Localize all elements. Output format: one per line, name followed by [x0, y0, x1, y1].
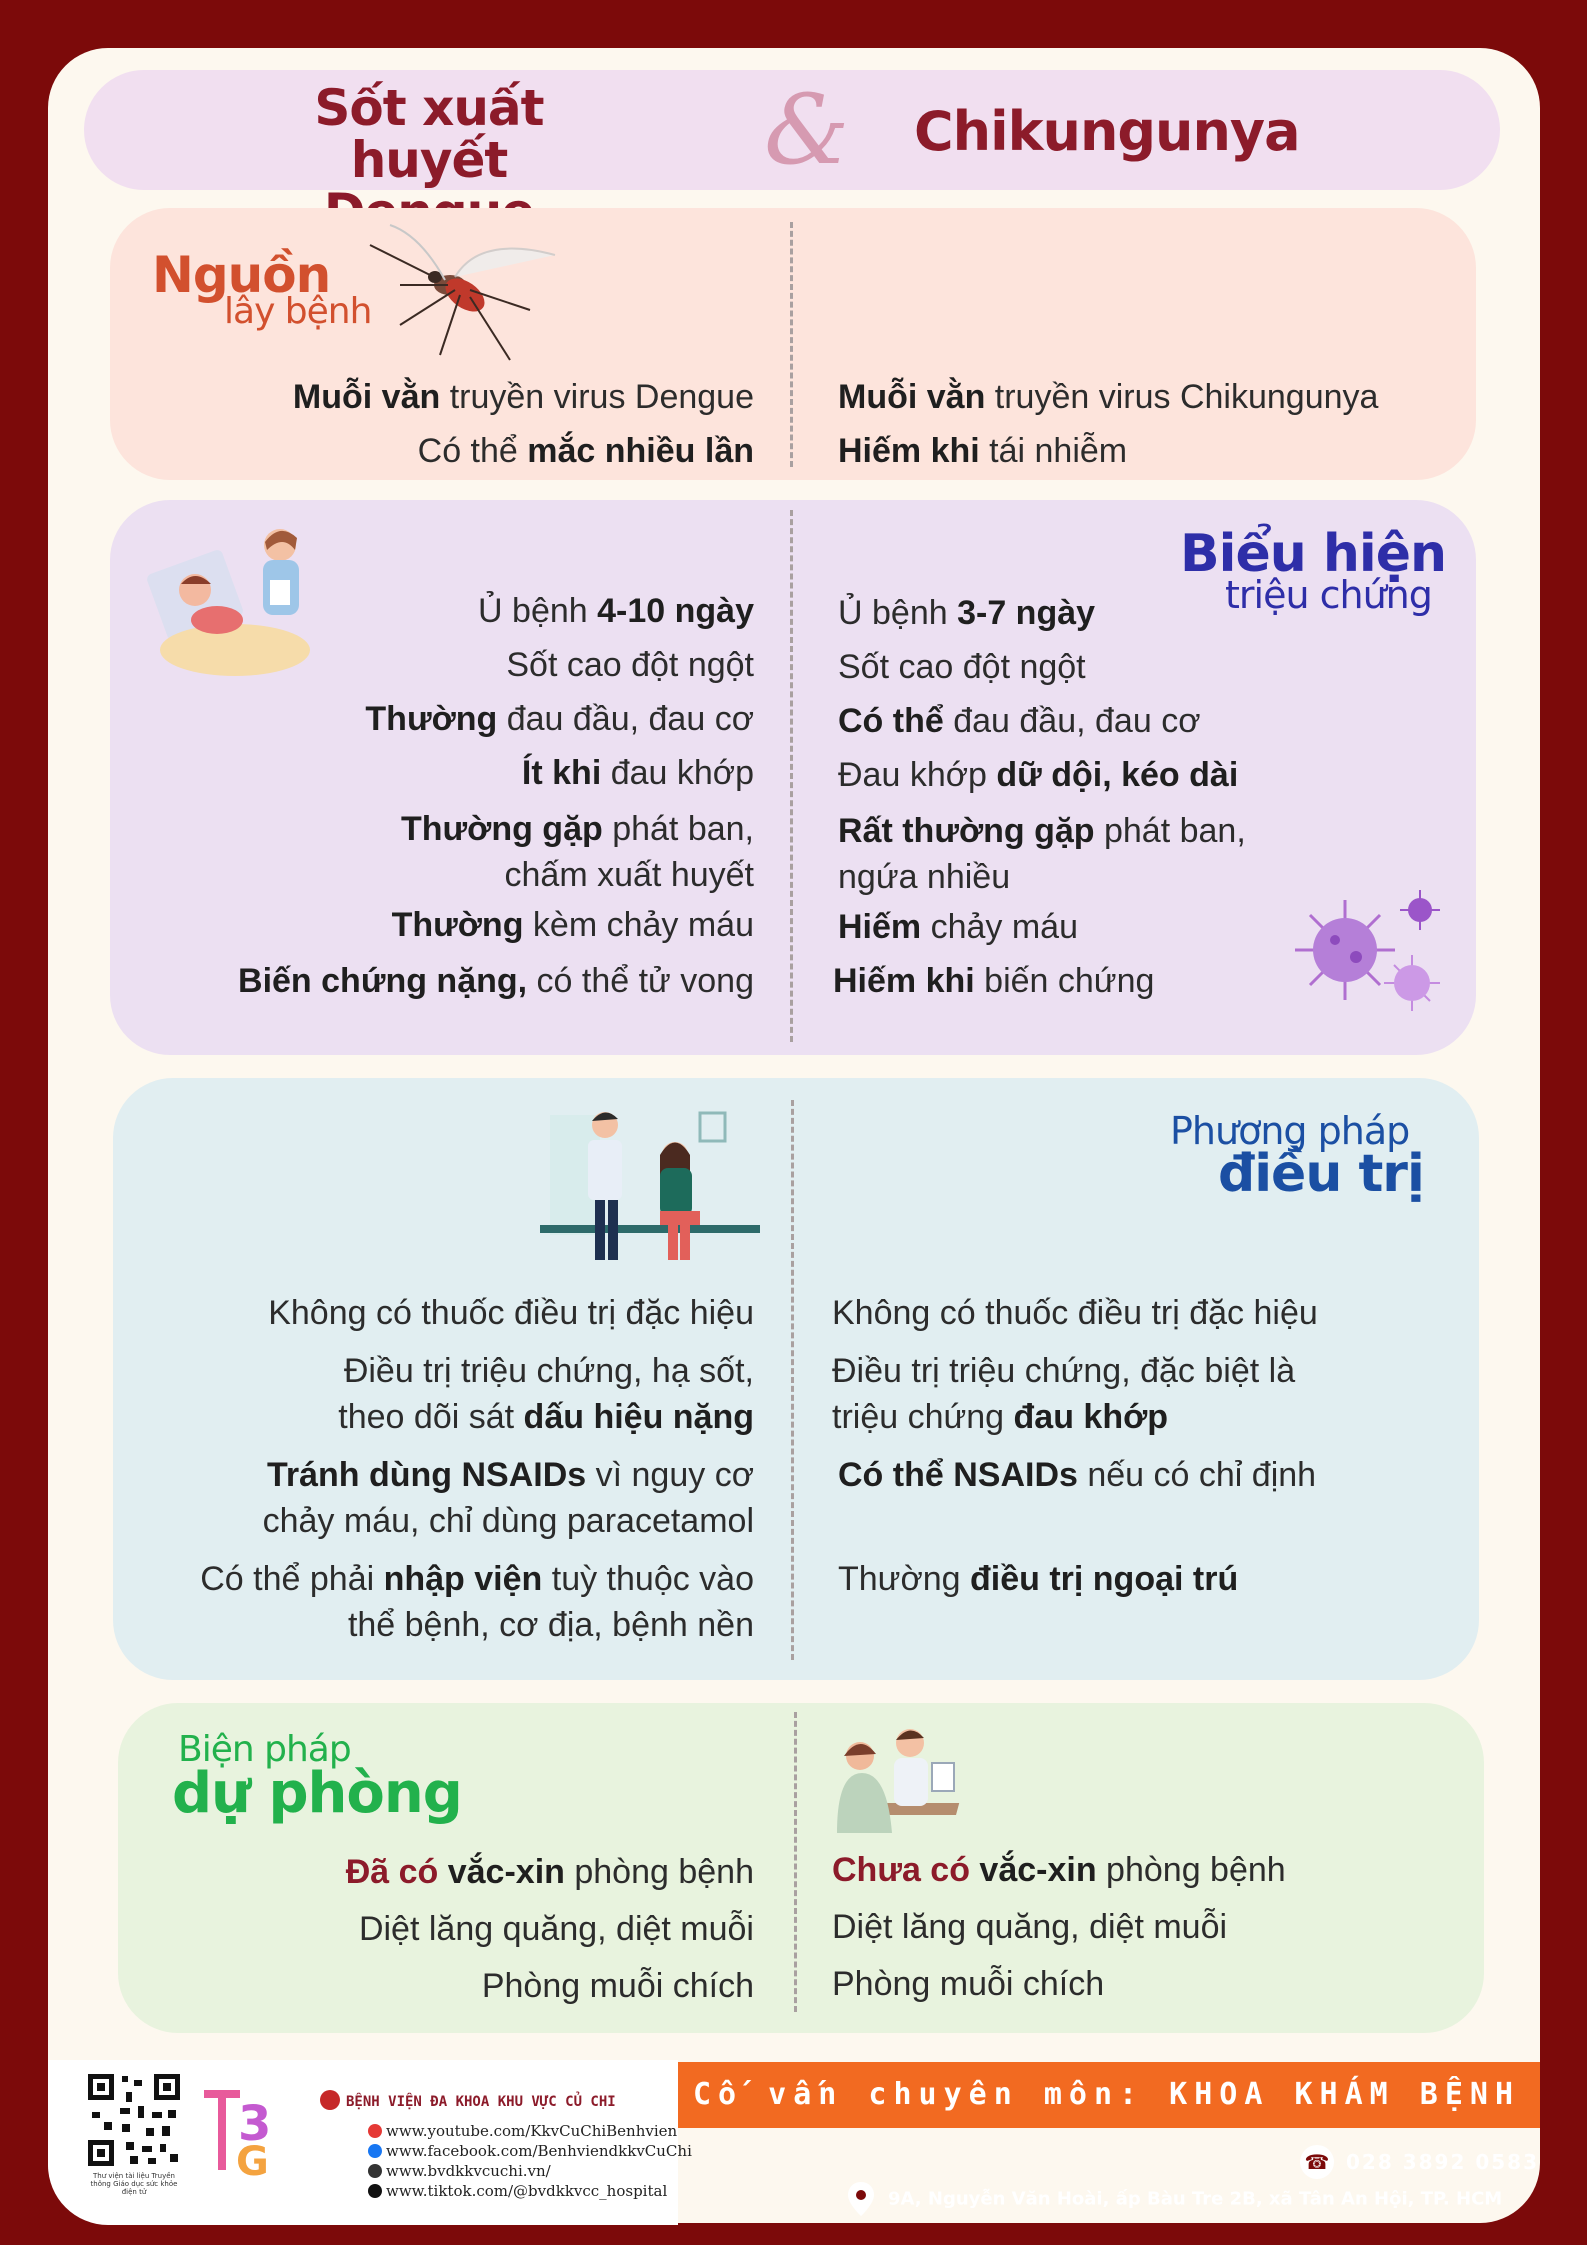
item-text: Không có thuốc điều trị đặc hiệu [832, 1294, 1318, 1332]
list-item [838, 748, 1438, 802]
source-title-line2: lây bệnh [224, 291, 372, 332]
treatment-title [1170, 1109, 1424, 1204]
treatment-title-line2: điều trị [1218, 1144, 1424, 1204]
source-dengue-list [150, 370, 754, 478]
list-item [150, 692, 754, 746]
consultant-banner [678, 2062, 1540, 2128]
facebook-text: www.facebook.com/BenhviendkkvCuChi [386, 2142, 692, 2160]
list-item [120, 1394, 754, 1440]
item-text: Thường [838, 1560, 970, 1598]
tiktok-icon [368, 2184, 382, 2198]
item-bold: 4-10 ngày [597, 592, 754, 630]
facebook-link[interactable] [368, 2142, 692, 2160]
hospital-name [320, 2090, 616, 2110]
item-bold: Rất thường gặp [838, 812, 1095, 850]
header-banner [84, 70, 1500, 190]
item-bold: Có thể NSAIDs [838, 1456, 1078, 1494]
doctor-patient-icon [832, 1718, 1002, 1833]
item-text: Sốt cao đột ngột [838, 648, 1086, 686]
item-text: Có thể phải [200, 1560, 384, 1598]
t3g-logo [196, 2080, 286, 2180]
item-bold: Biến chứng nặng, [238, 962, 528, 1000]
item-text: Có thể [417, 432, 528, 470]
item-bold: Hiếm [838, 908, 922, 946]
item-text: triệu chứng [832, 1398, 1014, 1436]
symptoms-dengue-list [150, 584, 754, 1008]
list-item [150, 638, 754, 692]
item-text: Đau khớp [838, 756, 997, 794]
item-bold: nhập viện [383, 1560, 543, 1598]
tiktok-text: www.tiktok.com/@bvdkkvcc_hospital [386, 2182, 668, 2200]
item-text: Điều trị triệu chứng, hạ sốt, [343, 1352, 754, 1390]
item-bold: dữ dội, kéo dài [996, 756, 1239, 794]
item-bold: 3-7 ngày [957, 594, 1096, 632]
treatment-chik-list [832, 1290, 1452, 1602]
list-item [832, 1348, 1452, 1394]
item-text: Phòng muỗi chích [832, 1965, 1105, 2003]
list-item [832, 1394, 1452, 1440]
item-text: truyền virus Chikungunya [985, 378, 1379, 416]
list-item [150, 852, 754, 898]
item-text: Không có thuốc điều trị đặc hiệu [268, 1294, 754, 1332]
symptoms-title-line1: Biểu hiện [1180, 524, 1446, 584]
item-text: chảy máu, chỉ dùng paracetamol [262, 1502, 754, 1540]
list-item [838, 424, 1458, 478]
phone-icon: ☎ [1300, 2145, 1334, 2179]
item-bold: mắc nhiều lần [527, 432, 754, 470]
prevention-title-line1: Biện pháp [178, 1729, 351, 1770]
phone-line[interactable] [1300, 2145, 1539, 2179]
item-text: Điều trị triệu chứng, đặc biệt là [832, 1352, 1296, 1390]
list-item [838, 640, 1438, 694]
item-bold: Thường [365, 700, 498, 738]
item-text: tái nhiễm [979, 432, 1128, 470]
list-item [832, 1956, 1452, 2013]
item-bold: vắc-xin [438, 1853, 565, 1891]
treatment-title-line1: Phương pháp [1170, 1109, 1410, 1153]
item-text: chấm xuất huyết [504, 856, 754, 894]
list-item [150, 370, 754, 424]
item-text: Ủ bệnh [478, 592, 598, 630]
website-text: www.bvdkkvcuchi.vn/ [386, 2162, 551, 2180]
item-text: phòng bệnh [1096, 1851, 1286, 1889]
list-item [120, 1556, 754, 1602]
item-bold: Muỗi vằn [838, 378, 986, 416]
prevention-divider [794, 1712, 797, 2012]
item-bold: dấu hiệu nặng [523, 1398, 754, 1436]
item-text: thể bệnh, cơ địa, bệnh nền [347, 1606, 754, 1644]
list-item [150, 746, 754, 800]
list-item [150, 584, 754, 638]
list-item [150, 898, 754, 952]
list-item [120, 1348, 754, 1394]
list-item [120, 1602, 754, 1648]
list-item [838, 1556, 1452, 1602]
list-item [838, 808, 1438, 854]
list-item [120, 1290, 754, 1336]
list-item [838, 694, 1438, 748]
tiktok-link[interactable] [368, 2182, 667, 2200]
phone-text: 028 3892 0583 [1346, 2150, 1540, 2174]
item-bold: vắc-xin [969, 1851, 1097, 1889]
doctor-consultation-icon [540, 1105, 760, 1275]
dengue-title-line1: Sốt xuất huyết [314, 79, 544, 189]
item-red: Đã có [345, 1853, 439, 1891]
item-text: chảy máu [921, 908, 1078, 946]
virus-icon [1290, 885, 1450, 1025]
list-item [832, 1842, 1452, 1899]
prevention-dengue-list [150, 1844, 754, 2015]
item-red: Chưa có [832, 1851, 970, 1889]
list-item [150, 1958, 754, 2015]
item-text: biến chứng [974, 962, 1155, 1000]
item-text: đau khớp [601, 754, 754, 792]
item-bold: Hiếm khi [833, 962, 975, 1000]
prevention-title-line2: dự phòng [172, 1761, 462, 1826]
list-item [150, 1901, 754, 1958]
item-text: Phòng muỗi chích [481, 1967, 754, 2005]
list-item [838, 586, 1438, 640]
item-text: Diệt lăng quăng, diệt muỗi [832, 1908, 1228, 1946]
item-text: nếu có chỉ định [1077, 1456, 1317, 1494]
list-item [150, 424, 754, 478]
item-bold: Thường gặp [400, 810, 603, 848]
address-line [848, 2182, 1502, 2216]
item-text: tuỳ thuộc vào [542, 1560, 754, 1598]
item-text: kèm chảy máu [523, 906, 754, 944]
treatment-divider [791, 1100, 794, 1660]
item-text: có thể tử vong [527, 962, 754, 1000]
item-bold: đau khớp [1013, 1398, 1169, 1436]
hospital-name-text: BỆNH VIỆN ĐA KHOA KHU VỰC CỦ CHI [346, 2094, 616, 2110]
source-title-line1: Nguồn [152, 246, 331, 304]
item-text: Diệt lăng quăng, diệt muỗi [358, 1910, 754, 1948]
symptoms-divider [790, 510, 793, 1042]
source-divider [790, 222, 793, 467]
item-bold: Ít khi [521, 754, 602, 792]
item-text: phát ban, [602, 810, 754, 848]
list-item [150, 954, 754, 1008]
globe-icon [368, 2164, 382, 2178]
facebook-icon [368, 2144, 382, 2158]
item-bold: Hiếm khi [838, 432, 980, 470]
item-text: truyền virus Dengue [440, 378, 754, 416]
list-item [832, 1290, 1452, 1336]
item-text: Ủ bệnh [838, 594, 958, 632]
qr-caption: Thư viện tài liệu Truyền thông Giáo dục sức khỏe điện tử [90, 2172, 178, 2196]
list-item [838, 1452, 1452, 1498]
website-link[interactable] [368, 2162, 551, 2180]
chikungunya-title: Chikungunya [914, 100, 1300, 163]
svg-text:G: G [236, 2139, 269, 2180]
list-item [150, 1844, 754, 1901]
item-bold: Có thể [838, 702, 944, 740]
svg-text:3: 3 [238, 2096, 272, 2152]
item-text: ngứa nhiều [838, 858, 1011, 896]
youtube-icon [368, 2124, 382, 2138]
symptoms-title-line2: triệu chứng [1225, 573, 1432, 617]
item-text: Sốt cao đột ngột [506, 646, 754, 684]
list-item [120, 1452, 754, 1498]
item-bold: Thường [391, 906, 524, 944]
address-text: 9A, Nguyễn Văn Hoài, ấp Bàu Tre 2B, xã Tân An Hội, TP. HCM [888, 2188, 1503, 2210]
prevention-chik-list [832, 1842, 1452, 2013]
list-item [838, 370, 1458, 424]
item-bold: Muỗi vằn [292, 378, 441, 416]
consultant-text: Cố vấn chuyên môn: KHOA KHÁM BỆNH [692, 2077, 1520, 2112]
youtube-text: www.youtube.com/KkvCuChiBenhvien [386, 2122, 678, 2140]
footer-info-panel [48, 2060, 692, 2225]
item-text: phòng bệnh [564, 1853, 754, 1891]
location-pin-icon [848, 2182, 874, 2216]
item-bold: điều trị ngoại trú [970, 1560, 1239, 1598]
item-text: đau đầu, đau cơ [943, 702, 1201, 740]
qr-code-icon[interactable] [86, 2072, 182, 2168]
list-item [832, 1899, 1452, 1956]
hospital-logo-icon [320, 2090, 340, 2110]
list-item [120, 1498, 754, 1544]
t3g-logo-icon [196, 2080, 286, 2180]
youtube-link[interactable] [368, 2122, 677, 2140]
item-text: phát ban, [1094, 812, 1246, 850]
item-text: đau đầu, đau cơ [497, 700, 754, 738]
ampersand: & [764, 74, 850, 186]
item-text: theo dõi sát [338, 1398, 524, 1436]
list-item [150, 806, 754, 852]
mosquito-icon [330, 215, 560, 365]
source-chik-list [838, 370, 1458, 478]
treatment-dengue-list [120, 1290, 754, 1648]
item-text: vì nguy cơ [586, 1456, 754, 1494]
item-bold: Tránh dùng NSAIDs [266, 1456, 587, 1494]
prevention-title [172, 1729, 462, 1826]
